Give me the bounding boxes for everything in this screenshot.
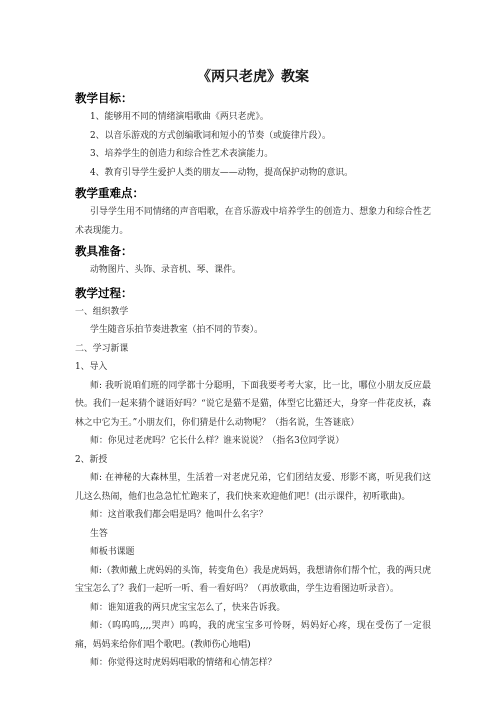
section-heading-process: 教学过程： xyxy=(75,285,133,300)
goal-item: 4、教育引导学生爱护人类的朋友——动物，提高保护动物的意识。 xyxy=(90,167,354,178)
section-heading-goals: 教学目标： xyxy=(75,91,133,105)
goal-item: 3、培养学生的创造力和综合性艺术表演能力。 xyxy=(90,149,274,159)
dialogue-paragraph: 师：这首歌我们都会唱是吗？他叫什么名字？ xyxy=(90,510,268,520)
part-title: 二、学习新课 xyxy=(75,343,129,354)
part-text: 学生随音乐拍节奏进教室（拍不同的节奏）。 xyxy=(90,325,264,335)
section-teaching-process xyxy=(75,285,431,673)
section-key-points xyxy=(75,185,431,240)
document-title: 《两只老虎》教案 xyxy=(197,69,309,85)
goal-item: 1、能够用不同的情绪演唱歌曲《两只老虎》。 xyxy=(90,112,269,122)
section-heading-materials: 教具准备： xyxy=(75,244,133,258)
dialogue-paragraph: 生答 xyxy=(90,528,108,539)
goal-item: 2、以音乐游戏的方式创编歌词和短小的节奏（或旋律片段）。 xyxy=(90,130,331,141)
dialogue-paragraph: 师: 我听说咱们班的同学都十分聪明，下面我要考考大家，比一比，哪位小朋友反应最快。我们一起来猜个谜语好吗？“说它是猫不是猫，体型它比猫还大，身穿一件花皮袄，森林之中它为王。”小朋友们，你们猜是什么动物呢？（指名说，生答谜底） xyxy=(75,380,431,428)
dialogue-paragraph: 师：谁知道我的两只虎宝宝怎么了，快来告诉我。 xyxy=(90,602,286,613)
step-title: 1、导入 xyxy=(75,362,108,372)
lesson-plan-content xyxy=(75,68,431,673)
dialogue-paragraph: 师:（呜呜呜,,,,哭声）呜呜，我的虎宝宝多可怜呀，妈妈好心疼，现在受伤了一定很痛，妈妈来给你们唱个歌吧。(教师伤心地唱) xyxy=(75,621,431,650)
step-title: 2、新授 xyxy=(75,454,108,465)
part-title: 一、组织教学 xyxy=(75,306,129,317)
dialogue-paragraph: 师：你觉得这时虎妈妈唱歌的情绪和心情怎样？ xyxy=(90,658,277,668)
materials-text: 动物图片、头饰、录音机、琴、课件。 xyxy=(90,265,241,275)
section-heading-key-points: 教学重难点： xyxy=(75,186,144,200)
section-teaching-goals xyxy=(75,90,431,182)
dialogue-paragraph: 师：你见过老虎吗？它长什么样？谁来说说？（指名3位同学说） xyxy=(90,436,345,446)
key-points-text: 引导学生用不同情绪的声音唱歌，在音乐游戏中培养学生的创造力、想象力和综合性艺术表现能力。 xyxy=(75,207,431,236)
dialogue-paragraph: 师: 在神秘的大森林里，生活着一对老虎兄弟，它们团结友爱、形影不离，听见我们这儿这么热闹，他们也急急忙忙跑来了，我们快来欢迎他们吧！(出示课件，初听歌曲)。 xyxy=(75,473,431,502)
section-materials xyxy=(75,243,431,280)
dialogue-paragraph: 师:（教师戴上虎妈妈的头饰，转变角色）我是虎妈妈，我想请你们帮个忙，我的两只虎宝宝怎么了？我们一起听一听、看一看好吗？（再放歌曲，学生边看图边听录音）。 xyxy=(75,565,431,594)
dialogue-paragraph: 师板书课题 xyxy=(90,547,135,557)
